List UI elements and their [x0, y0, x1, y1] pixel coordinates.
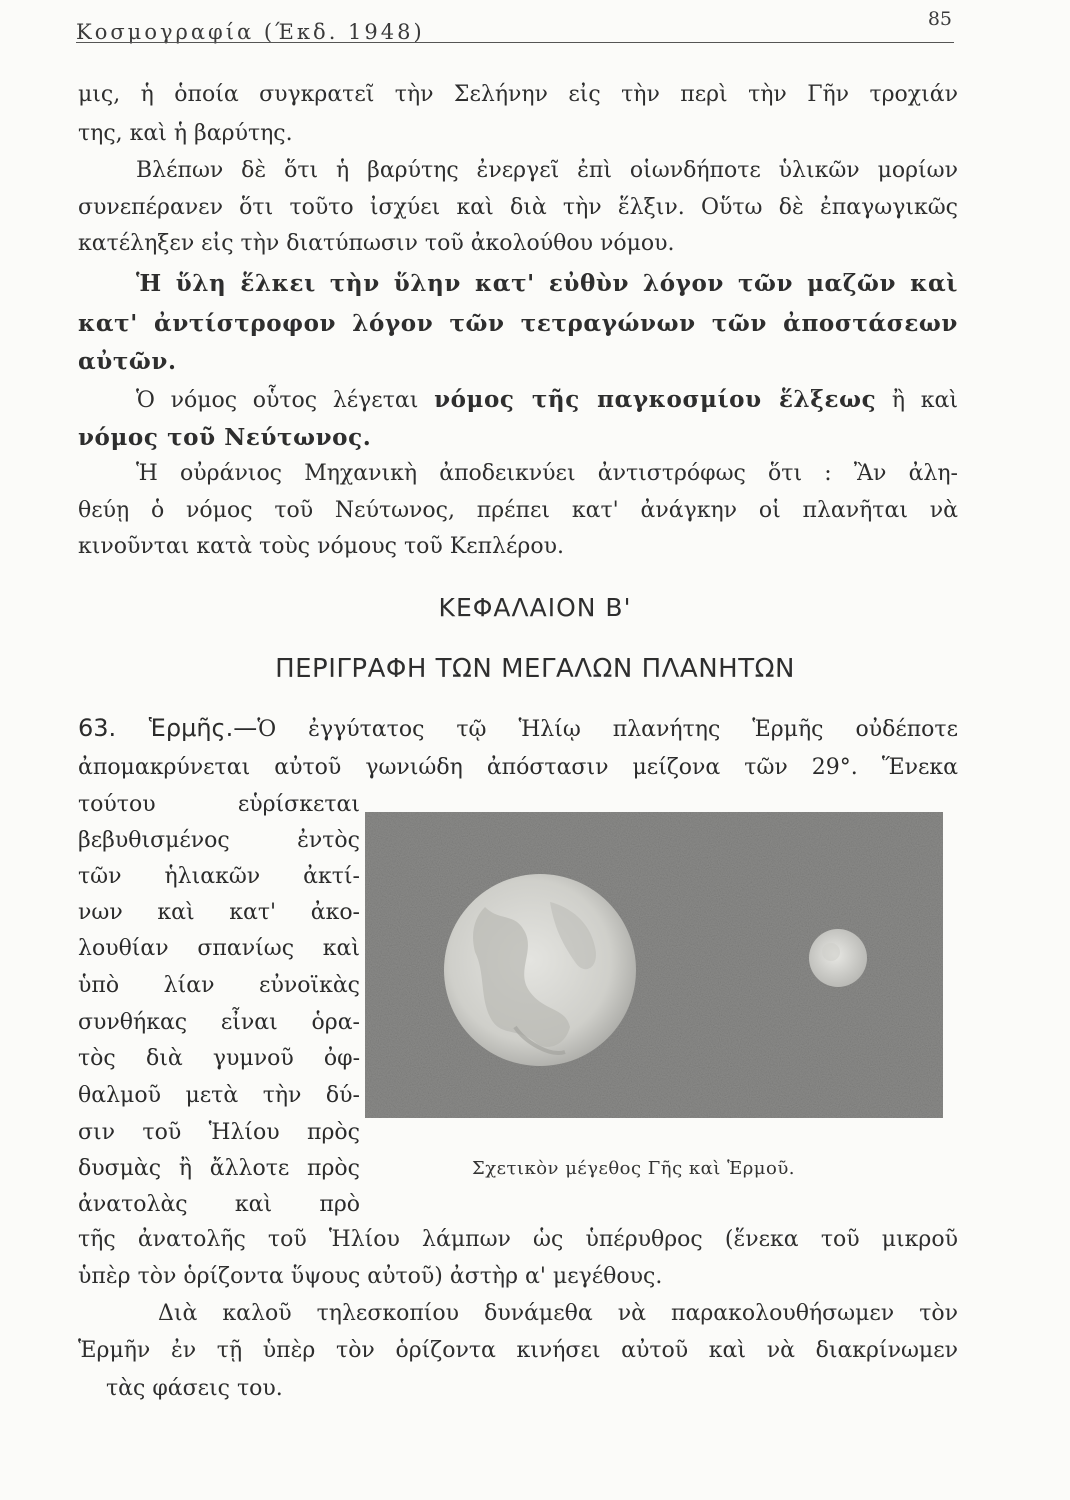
narrow-text-line: ἀνατολὰς καὶ πρὸ	[78, 1192, 360, 1217]
narrow-text-line: νων καὶ κατ' ἀκο-	[78, 900, 360, 925]
mercury-disc	[809, 929, 867, 987]
text-span: ἢ καὶ	[876, 388, 958, 413]
running-title: Κοσμογραφία (Έκδ. 1948)	[76, 20, 425, 44]
figure-earth-mercury	[365, 812, 943, 1118]
text-line: Διὰ καλοῦ τηλεσκοπίου δυνάμεθα νὰ παρακολουθήσωμεν τὸν	[158, 1301, 958, 1326]
text-line: τῆς ἀνατολῆς τοῦ Ἡλίου λάμπων ὡς ὑπέρυθρος (ἕνεκα τοῦ μικροῦ	[78, 1227, 958, 1252]
narrow-text-line: ὑπὸ λίαν εὐνοϊκὰς	[78, 973, 360, 998]
law-statement-line: κατ' ἀντίστροφον λόγον τῶν τετραγώνων τῶν ἀποστάσεων	[78, 310, 958, 337]
text-line: της, καὶ ἡ βαρύτης.	[78, 121, 293, 146]
text-span: ὑπὲρ τὸν ὁρίζοντα	[78, 1264, 291, 1289]
chapter-title: ΠΕΡΙΓΡΑΦΗ ΤΩΝ ΜΕΓΑΛΩΝ ΠΛΑΝΗΤΩΝ	[275, 654, 795, 684]
narrow-text-line: βεβυθισμένος ἐντὸς	[78, 828, 360, 853]
text-line: ἀπομακρύνεται αὐτοῦ γωνιώδη ἀπόστασιν μείζονα τῶν 29°. Ἕνεκα	[78, 755, 958, 780]
text-line: κινοῦνται κατὰ τοὺς νόμους τοῦ Κεπλέρου.	[78, 534, 564, 559]
section-heading: 63. Ἑρμῆς.—	[78, 714, 258, 742]
text-span: ὕψους αὐτοῦ) ἀστὴρ α' μεγέθους.	[290, 1264, 663, 1289]
narrow-text-line: σιν τοῦ Ἡλίου πρὸς	[78, 1120, 360, 1145]
text-line-mixed	[78, 1266, 662, 1288]
narrow-text-line: θαλμοῦ μετὰ τὴν δύ-	[78, 1083, 360, 1108]
narrow-text-line: τῶν ἡλιακῶν ἀκτί-	[78, 864, 360, 889]
text-line: θεύῃ ὁ νόμος τοῦ Νεύτωνος, πρέπει κατ' ἀνάγκην οἱ πλανῆται νὰ	[78, 498, 958, 523]
page-number: 85	[927, 8, 952, 30]
chapter-label: ΚΕΦΑΛΑΙΟΝ Β'	[438, 593, 632, 622]
narrow-text-line: λουθίαν σπανίως καὶ	[78, 936, 360, 961]
narrow-text-line: δυσμὰς ἢ ἄλλοτε πρὸς	[78, 1156, 360, 1181]
text-line: κατέληξεν εἰς τὴν διατύπωσιν τοῦ ἀκολούθου νόμου.	[78, 231, 675, 256]
text-line: Ἡ οὐράνιος Μηχανικὴ ἀποδεικνύει ἀντιστρόφως ὅτι : Ἂν ἀλη-	[136, 461, 958, 486]
narrow-text-line: τούτου εὑρίσκεται	[78, 792, 360, 817]
text-line: μις, ἡ ὁποία συγκρατεῖ τὴν Σελήνην εἰς τὴν περὶ τὴν Γῆν τροχιάν	[78, 82, 958, 107]
text-span: Ὁ νόμος οὗτος λέγεται	[136, 388, 435, 413]
text-line: Βλέπων δὲ ὅτι ἡ βαρύτης ἐνεργεῖ ἐπὶ οἱωνδήποτε ὑλικῶν μορίων	[136, 158, 958, 183]
narrow-text-line: συνθήκας εἶναι ὁρα-	[78, 1010, 360, 1035]
figure-image	[365, 812, 943, 1118]
figure-caption: Σχετικὸν μέγεθος Γῆς καὶ Ἑρμοῦ.	[472, 1158, 795, 1179]
earth-disc	[444, 874, 636, 1066]
law-statement-line: αὐτῶν.	[78, 348, 177, 375]
text-line: συνεπέρανεν ὅτι τοῦτο ἰσχύει καὶ διὰ τὴν ἕλξιν. Οὕτω δὲ ἐπαγωγικῶς	[78, 195, 958, 220]
text-line: τὰς φάσεις του.	[106, 1376, 283, 1401]
narrow-text-line: τὸς διὰ γυμνοῦ ὀφ-	[78, 1046, 360, 1071]
law-name: νόμος τῆς παγκοσμίου ἕλξεως	[434, 386, 877, 413]
law-statement-line: Ἡ ὕλη ἕλκει τὴν ὕλην κατ' εὐθὺν λόγον τῶν μαζῶν καὶ	[136, 270, 958, 297]
text-span: Ὁ ἐγγύτατος τῷ Ἡλίῳ πλανήτης Ἑρμῆς οὐδέποτε	[257, 717, 958, 742]
header-rule	[76, 42, 954, 43]
text-line: Ἑρμῆν ἐν τῇ ὑπὲρ τὸν ὁρίζοντα κινήσει αὐτοῦ καὶ νὰ διακρίνωμεν	[78, 1338, 958, 1363]
law-name: νόμος τοῦ Νεύτωνος.	[78, 424, 372, 451]
running-head	[76, 8, 956, 44]
text-line-mixed	[136, 388, 958, 412]
section-first-line	[78, 714, 958, 742]
